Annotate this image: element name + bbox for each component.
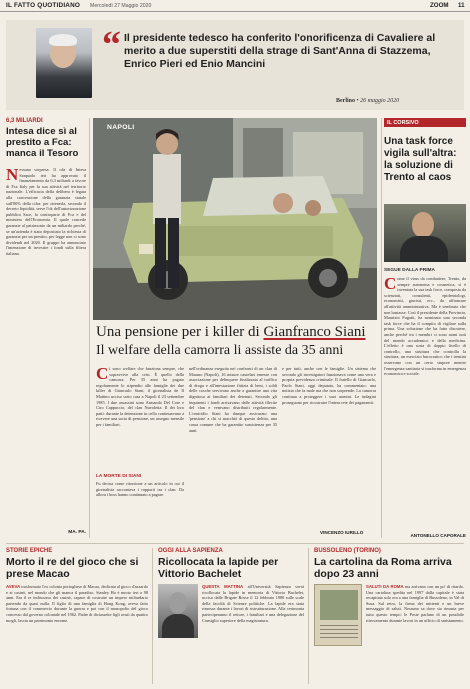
bottom-3-lead: SALUTI DA ROMA [366, 584, 404, 589]
left-drop-cap: N [6, 167, 19, 184]
right-photo-face [412, 212, 434, 238]
right-body [384, 276, 466, 534]
main-headline [96, 324, 376, 341]
divider [6, 543, 464, 544]
right-photo [384, 204, 466, 262]
bottom-3-photo [314, 584, 362, 646]
bottom-3-kicker: BUSSOLENO (TORINO) [314, 548, 381, 554]
bottom-story-1 [6, 548, 148, 684]
bottom-1-text: trasformato l'ex colonia portoghese di Macao, dedicata al gioco d'azzardo e ai casinò, nel mondo che gli manca il paradiso. Stanley Ho è morto ieri a 98 anni. Era il re indiscusso dei casinò, capace di costruire un impero miliardario partendo da quasi nulla. Il figlio di una famiglia di Hong Kong, aveva fatto fortuna con il commercio durante la guerra e poi con il monopolio del gioco concesso dal governo coloniale nel 1962. Padre di diciassette figli avuti da quattro mogli, lascia un patrimonio enorme. [6, 584, 148, 623]
right-kicker [384, 118, 466, 127]
right-drop-cap: C [384, 276, 397, 293]
divider [152, 548, 153, 684]
portrait-photo [36, 28, 92, 98]
quote-source-date: 26 maggio 2020 [360, 98, 400, 104]
bottom-1-lead: AVEVA [6, 584, 21, 589]
bottom-3-photo-lines [320, 625, 358, 639]
bottom-3-title: La cartolina da Roma arriva dopo 23 anni [314, 556, 452, 580]
page-number: 11 [458, 2, 465, 9]
quote-source-sep: • [356, 98, 359, 104]
bottom-1-body [6, 584, 148, 676]
bottom-2-photo [158, 584, 198, 638]
bottom-2-lead: QUESTA MATTINA [202, 584, 244, 589]
main-col-3: e per tutti, anche con le famiglie. Un sistema che secondo gli investigatori funzionava come una vera e propria previdenza criminale. Il fratello di Giancarlo, Paolo Siani, oggi deputato, ha commentato: una notizia che fa male ma che non sorprende. La camorra continua a proteggere i suoi uomini. Le indagini proseguono per ricostruire l'intera rete dei pagamenti. [282, 366, 376, 405]
quote-text: Il presidente tedesco ha conferito l'onorificenza di Cavaliere al merito a due superstiti della strage di Sant'Anna di Stazzema, Enrico Pieri ed Enio Mancini [124, 32, 436, 70]
photo-caption: NAPOLI [107, 124, 135, 131]
main-col-1b: Fu decisa come ritorsione a un articolo in cui il giornalista raccontava i rapporti tra i clan. Da allora i boss hanno continuato a pagare. [96, 481, 184, 498]
bottom-1-kicker: STORIE EPICHE [6, 548, 53, 554]
bottom-2-title: Ricollocata la lapide per Vittorio Bachelet [158, 556, 279, 580]
quote-source [336, 98, 399, 104]
main-photo [93, 118, 377, 320]
bottom-2-photo-body [162, 614, 194, 638]
paper-name: IL FATTO QUOTIDIANO [6, 2, 81, 9]
quote-mark-icon: “ [102, 24, 121, 66]
photo-scene [93, 118, 377, 320]
main-col-1-text: i sono welfare che funziona sempre, che sopravvive alla crisi. È quello della camorra. Per 35 anni ha pagato regolarmente lo stipendio alle famiglie dei due killer di Giancarlo Siani, il giornalista de Il Mattino ucciso sotto casa a Napoli il 23 settembre 1985. I due assassini sono Armando Del Core e Ciro Cappuccio, del clan Nuvoletta. Il dei loro patti: durante la detenzione in cella continuavano a ricevere una sorta di pensione, un assegno mensile per i familiari. [96, 366, 184, 427]
divider [89, 118, 90, 538]
left-article [6, 118, 86, 538]
section-name: ZOOM [430, 2, 449, 9]
right-photo-body [400, 236, 448, 262]
masthead [0, 0, 470, 12]
headline-text: Una pensione per i killer di [96, 324, 264, 340]
bottom-3-text: ma arrivano con un po' di ritardo. Una cartolina spedita nel 1997 dalla capitale è stata recapitata solo ora a una famiglia di Bussoleno, in Val di Susa. Sul retro, la firma dei mittenti e un breve messaggio di saluti. Nessuno sa dove sia rimasta per tutto questo tempo: le Poste parlano di un possibile ritrovamento durante lavori in un ufficio di smistamento. [366, 584, 464, 623]
bottom-3-body [366, 584, 464, 682]
left-title: Intesa dice sì al prestito a Fca: manca il Tesoro [6, 126, 79, 159]
headline-name: Gianfranco Siani [263, 324, 366, 340]
main-author: VINCENZO IURILLO [320, 530, 364, 535]
divider [308, 548, 309, 684]
main-col-1 [96, 366, 184, 472]
right-title: Una task force vigila sull'altra: la soluzione di Trento al caos [384, 136, 457, 183]
bottom-story-3 [314, 548, 464, 684]
portrait-hair [49, 34, 77, 46]
right-kicker-text: IL CORSIVO [387, 119, 419, 126]
right-article [384, 118, 466, 540]
right-author: ANTONELLO CAPORALE [410, 533, 466, 538]
left-author: MA. PA. [68, 530, 86, 535]
divider [381, 118, 382, 538]
bottom-story-2 [158, 548, 304, 684]
quote-box [6, 20, 464, 110]
bottom-2-body [202, 584, 304, 682]
bottom-2-photo-face [169, 592, 187, 614]
left-body-text: essuna sorpresa. Il cda di Intesa Sanpaolo ieri ha approvato il finanziamento da 6,3 miliardi a favore di Fca Italy per la sua attività nel territorio nazionale. L'efficacia della delibera è legata alla concessione della garanzia statale sull'80% della cifra: per ottenerla, secondo il decreto liquidità, serve l'ok dell'autorizzazione pubblica Sace, la controparte di Fca e del ministero dell'Economia. Il quale concede garanzie al patrimonio da un miliardo perché, se un'azienda è stato depositato la richiesta di garanzia per un prestito, per legge non ci sono dividendi nel 2020. Il gruppo ha annunciato l'intenzione di investire i fondi sulla filiera italiana. [6, 167, 86, 256]
continue-label: SEGUE DALLA PRIMA [384, 268, 435, 273]
main-drop-cap: C [96, 366, 109, 383]
bottom-1-title: Morto il re del gioco che si prese Macao [6, 556, 139, 580]
bottom-2-text: all'Università Sapienza verrà ricollocata la lapide in memoria di Vittorio Bachelet, ucciso dalle Brigate Rosse il 12 febbraio 1980 sulle scale della facoltà di Scienze politiche. La lapide era stata rimossa durante i lavori di ristrutturazione. Alla cerimonia parteciperanno il rettore, i familiari e una delegazione del Consiglio superiore della magistratura. [202, 584, 304, 623]
main-col-2: nell'ordinanza eseguita nei confronti di un clan di Marano (Napoli), 16 misure cautelari emesse con associazione per delinquere finalizzata al traffico di droga e all'intestazione fittizia di beni, i soldi delle cosche servivano anche a garantire una vita dignitosa ai familiari dei detenuti. Secondo gli inquirenti i fondi arrivavano dalle attività illecite del clan e venivano distribuiti regolarmente. L'omicidio Siani ha dunque assicurato una 'pensione' a chi si macchiò di questo delitto, una cassa comune che ha garantito sussistenza per 35 anni. [189, 366, 277, 433]
left-body [6, 167, 86, 497]
main-section-label: LA MORTE DI SIANI [96, 474, 142, 479]
left-kicker: 6,3 MILIARDI [6, 118, 43, 124]
bottom-2-kicker: OGGI ALLA SAPIENZA [158, 548, 223, 554]
issue-date: Mercoledì 27 Maggio 2020 [90, 2, 152, 9]
right-body-text: ome il virus da combattere, Trento, da sempre autonoma e cosmetica, si è inventata la sua task force, composta da scienziati, consulenti, epidemiologi, economisti, giuristi, ecc., da affiancare all'attività amministrativa. Ma è sembrato che non bastasse. Così il presidente della Provincia, Maurizio Fugatti, ha nominato una seconda task force che ha il compito di vigilare sulla prima. Una soluzione che ha fatto discutere, anche perché tra i membri ci sono nomi noti del mondo accademico e della medicina. L'effetto è una sorta di doppio livello di controllo, una struttura che controlla la struttura, un esercizio burocratico che i trentini osservano con un certo stupore mentre l'emergenza sanitaria si trasforma in emergenza economica e sociale. [384, 276, 466, 377]
main-subhead: Il welfare della camorra li assiste da 35 anni [96, 343, 344, 358]
quote-source-name: Berlino [336, 98, 355, 104]
bottom-3-photo-inner [320, 590, 358, 620]
